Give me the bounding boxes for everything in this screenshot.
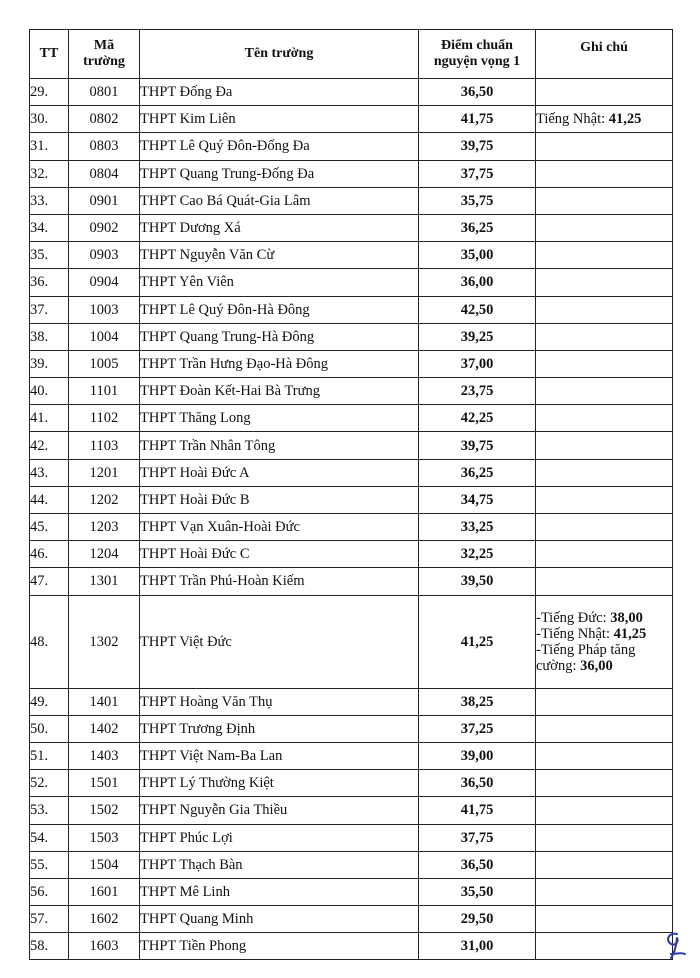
- row-ghi-chu: [536, 79, 673, 106]
- row-ma-truong: 0902: [69, 214, 140, 241]
- row-ghi-chu: [536, 797, 673, 824]
- table-body: [30, 79, 673, 960]
- row-ten-truong: THPT Trần Hưng Đạo-Hà Đông: [140, 350, 419, 377]
- signature-mark-icon: [655, 924, 695, 964]
- row-ghi-chu: [536, 350, 673, 377]
- table-row: [30, 378, 673, 405]
- table-row: [30, 906, 673, 933]
- row-diem-chuan: 37,75: [419, 160, 536, 187]
- row-ma-truong: 0802: [69, 106, 140, 133]
- row-ghi-chu: [536, 378, 673, 405]
- table-row: [30, 323, 673, 350]
- row-diem-chuan: 37,00: [419, 350, 536, 377]
- row-ten-truong: THPT Nguyễn Văn Cừ: [140, 242, 419, 269]
- row-ghi-chu: [536, 770, 673, 797]
- table-row: [30, 242, 673, 269]
- row-ghi-chu: [536, 133, 673, 160]
- row-ghi-chu: [536, 323, 673, 350]
- row-ten-truong: THPT Trần Nhân Tông: [140, 432, 419, 459]
- row-ghi-chu: [536, 187, 673, 214]
- row-ten-truong: THPT Quang Minh: [140, 906, 419, 933]
- note-label: -Tiếng Đức:: [536, 609, 611, 626]
- row-ghi-chu: [536, 486, 673, 513]
- row-ma-truong: 1402: [69, 715, 140, 742]
- row-tt: 37.: [30, 296, 69, 323]
- row-diem-chuan: 36,50: [419, 770, 536, 797]
- row-ma-truong: 0901: [69, 187, 140, 214]
- table-row: [30, 933, 673, 960]
- table-row: [30, 595, 673, 688]
- table-row: [30, 715, 673, 742]
- row-ghi-chu: [536, 269, 673, 296]
- row-ten-truong: THPT Trương Định: [140, 715, 419, 742]
- table-row: [30, 486, 673, 513]
- note-line: [536, 111, 672, 127]
- row-ghi-chu: [536, 595, 673, 688]
- note-value: 41,25: [613, 625, 647, 642]
- row-diem-chuan: 36,50: [419, 851, 536, 878]
- table-row: [30, 79, 673, 106]
- row-ten-truong: THPT Yên Viên: [140, 269, 419, 296]
- note-value: 36,00: [580, 657, 613, 674]
- table-header-row: [30, 30, 673, 79]
- row-ma-truong: 0903: [69, 242, 140, 269]
- admission-scores-table: [29, 29, 673, 960]
- row-ten-truong: THPT Cao Bá Quát-Gia Lâm: [140, 187, 419, 214]
- table-row: [30, 797, 673, 824]
- row-diem-chuan: 39,25: [419, 323, 536, 350]
- row-ten-truong: THPT Lê Quý Đôn-Đống Đa: [140, 133, 419, 160]
- row-ghi-chu: [536, 933, 673, 960]
- header-diem-chuan: [419, 30, 536, 79]
- note-line: [536, 642, 672, 658]
- row-tt: 42.: [30, 432, 69, 459]
- row-ma-truong: 1101: [69, 378, 140, 405]
- row-ma-truong: 1301: [69, 568, 140, 595]
- row-ghi-chu: [536, 459, 673, 486]
- row-ten-truong: THPT Quang Trung-Hà Đông: [140, 323, 419, 350]
- table-row: [30, 541, 673, 568]
- row-ma-truong: 1603: [69, 933, 140, 960]
- row-ghi-chu: [536, 432, 673, 459]
- row-tt: 45.: [30, 514, 69, 541]
- row-ma-truong: 0904: [69, 269, 140, 296]
- row-ma-truong: 0804: [69, 160, 140, 187]
- row-tt: 43.: [30, 459, 69, 486]
- row-ten-truong: THPT Mê Linh: [140, 878, 419, 905]
- table-row: [30, 296, 673, 323]
- table-row: [30, 770, 673, 797]
- row-ten-truong: THPT Việt Nam-Ba Lan: [140, 742, 419, 769]
- header-diem-line2: nguyện vọng 1: [433, 54, 521, 69]
- row-ten-truong: THPT Thăng Long: [140, 405, 419, 432]
- row-tt: 29.: [30, 79, 69, 106]
- header-ma-truong: [69, 30, 140, 79]
- row-ma-truong: 1403: [69, 742, 140, 769]
- table-row: [30, 688, 673, 715]
- row-ghi-chu: [536, 851, 673, 878]
- row-ghi-chu: [536, 568, 673, 595]
- note-value: 38,00: [610, 609, 643, 626]
- row-diem-chuan: 39,50: [419, 568, 536, 595]
- row-diem-chuan: 41,25: [419, 595, 536, 688]
- table-row: [30, 851, 673, 878]
- note-value: 41,25: [608, 111, 642, 128]
- row-tt: 52.: [30, 770, 69, 797]
- row-ghi-chu: [536, 405, 673, 432]
- table-row: [30, 742, 673, 769]
- row-ten-truong: THPT Thạch Bàn: [140, 851, 419, 878]
- row-ghi-chu: [536, 242, 673, 269]
- row-diem-chuan: 36,25: [419, 214, 536, 241]
- table-row: [30, 133, 673, 160]
- row-ma-truong: 1302: [69, 595, 140, 688]
- header-tt: TT: [30, 30, 69, 79]
- header-ghi-chu: Ghi chú: [536, 30, 673, 79]
- row-diem-chuan: 33,25: [419, 514, 536, 541]
- table-row: [30, 187, 673, 214]
- row-ma-truong: 1601: [69, 878, 140, 905]
- row-ghi-chu: [536, 824, 673, 851]
- row-diem-chuan: 41,75: [419, 106, 536, 133]
- table-row: [30, 459, 673, 486]
- row-ghi-chu: [536, 541, 673, 568]
- table-row: [30, 214, 673, 241]
- row-diem-chuan: 39,75: [419, 133, 536, 160]
- row-ma-truong: 0801: [69, 79, 140, 106]
- note-label: Tiếng Nhật:: [536, 111, 609, 128]
- row-ten-truong: THPT Việt Đức: [140, 595, 419, 688]
- row-ten-truong: THPT Hoài Đức A: [140, 459, 419, 486]
- table-row: [30, 106, 673, 133]
- row-diem-chuan: 38,25: [419, 688, 536, 715]
- row-ghi-chu: [536, 160, 673, 187]
- row-tt: 36.: [30, 269, 69, 296]
- table-row: [30, 350, 673, 377]
- row-ten-truong: THPT Tiền Phong: [140, 933, 419, 960]
- row-diem-chuan: 39,00: [419, 742, 536, 769]
- row-ten-truong: THPT Phúc Lợi: [140, 824, 419, 851]
- table-row: [30, 160, 673, 187]
- row-ten-truong: THPT Đống Đa: [140, 79, 419, 106]
- row-ten-truong: THPT Nguyễn Gia Thiều: [140, 797, 419, 824]
- row-diem-chuan: 35,00: [419, 242, 536, 269]
- row-tt: 56.: [30, 878, 69, 905]
- row-diem-chuan: 29,50: [419, 906, 536, 933]
- row-diem-chuan: 36,00: [419, 269, 536, 296]
- row-ten-truong: THPT Dương Xá: [140, 214, 419, 241]
- row-ma-truong: 1204: [69, 541, 140, 568]
- row-ghi-chu: [536, 296, 673, 323]
- header-ma-line1: Mã: [93, 38, 115, 53]
- row-tt: 40.: [30, 378, 69, 405]
- row-tt: 34.: [30, 214, 69, 241]
- row-diem-chuan: 37,75: [419, 824, 536, 851]
- row-ghi-chu: [536, 514, 673, 541]
- row-ma-truong: 1502: [69, 797, 140, 824]
- table-row: [30, 878, 673, 905]
- row-ten-truong: THPT Lý Thường Kiệt: [140, 770, 419, 797]
- row-ten-truong: THPT Lê Quý Đôn-Hà Đông: [140, 296, 419, 323]
- row-ma-truong: 1501: [69, 770, 140, 797]
- row-tt: 57.: [30, 906, 69, 933]
- row-ma-truong: 1201: [69, 459, 140, 486]
- row-tt: 39.: [30, 350, 69, 377]
- row-diem-chuan: 35,75: [419, 187, 536, 214]
- row-tt: 41.: [30, 405, 69, 432]
- row-ten-truong: THPT Hoài Đức B: [140, 486, 419, 513]
- table-row: [30, 405, 673, 432]
- row-ma-truong: 1004: [69, 323, 140, 350]
- row-tt: 32.: [30, 160, 69, 187]
- row-diem-chuan: 36,50: [419, 79, 536, 106]
- row-diem-chuan: 42,50: [419, 296, 536, 323]
- row-ghi-chu: [536, 906, 673, 933]
- table-row: [30, 514, 673, 541]
- note-line: [536, 610, 672, 626]
- row-ghi-chu: [536, 742, 673, 769]
- row-diem-chuan: 31,00: [419, 933, 536, 960]
- note-label: -Tiếng Pháp tăng: [536, 641, 636, 658]
- row-ma-truong: 1005: [69, 350, 140, 377]
- table-row: [30, 568, 673, 595]
- row-tt: 50.: [30, 715, 69, 742]
- row-ten-truong: THPT Hoài Đức C: [140, 541, 419, 568]
- note-label: cường:: [536, 657, 581, 674]
- table-row: [30, 824, 673, 851]
- table-row: [30, 269, 673, 296]
- row-ten-truong: THPT Kim Liên: [140, 106, 419, 133]
- row-ma-truong: 1504: [69, 851, 140, 878]
- row-tt: 30.: [30, 106, 69, 133]
- row-tt: 49.: [30, 688, 69, 715]
- row-diem-chuan: 34,75: [419, 486, 536, 513]
- row-ma-truong: 0803: [69, 133, 140, 160]
- note-line: [536, 626, 672, 642]
- header-ten-truong: Tên trường: [140, 30, 419, 79]
- row-ma-truong: 1103: [69, 432, 140, 459]
- row-tt: 33.: [30, 187, 69, 214]
- row-tt: 54.: [30, 824, 69, 851]
- row-diem-chuan: 41,75: [419, 797, 536, 824]
- header-ma-line2: trường: [83, 54, 125, 69]
- row-diem-chuan: 35,50: [419, 878, 536, 905]
- row-ma-truong: 1602: [69, 906, 140, 933]
- row-tt: 44.: [30, 486, 69, 513]
- row-tt: 38.: [30, 323, 69, 350]
- row-diem-chuan: 39,75: [419, 432, 536, 459]
- row-diem-chuan: 32,25: [419, 541, 536, 568]
- row-diem-chuan: 23,75: [419, 378, 536, 405]
- row-tt: 48.: [30, 595, 69, 688]
- row-ghi-chu: [536, 878, 673, 905]
- row-ghi-chu: [536, 106, 673, 133]
- note-label: -Tiếng Nhật:: [536, 625, 614, 642]
- row-ten-truong: THPT Trần Phú-Hoàn Kiếm: [140, 568, 419, 595]
- row-tt: 35.: [30, 242, 69, 269]
- row-ghi-chu: [536, 715, 673, 742]
- row-tt: 58.: [30, 933, 69, 960]
- row-ma-truong: 1202: [69, 486, 140, 513]
- row-ma-truong: 1401: [69, 688, 140, 715]
- row-diem-chuan: 37,25: [419, 715, 536, 742]
- row-diem-chuan: 42,25: [419, 405, 536, 432]
- row-ma-truong: 1102: [69, 405, 140, 432]
- row-ten-truong: THPT Đoàn Kết-Hai Bà Trưng: [140, 378, 419, 405]
- row-tt: 51.: [30, 742, 69, 769]
- row-tt: 55.: [30, 851, 69, 878]
- row-tt: 53.: [30, 797, 69, 824]
- row-tt: 46.: [30, 541, 69, 568]
- row-ten-truong: THPT Quang Trung-Đống Đa: [140, 160, 419, 187]
- row-ten-truong: THPT Hoàng Văn Thụ: [140, 688, 419, 715]
- row-ma-truong: 1003: [69, 296, 140, 323]
- row-ten-truong: THPT Vạn Xuân-Hoài Đức: [140, 514, 419, 541]
- note-line: [536, 658, 672, 674]
- header-diem-line1: Điểm chuẩn: [441, 38, 513, 53]
- row-ma-truong: 1203: [69, 514, 140, 541]
- row-ghi-chu: [536, 688, 673, 715]
- row-diem-chuan: 36,25: [419, 459, 536, 486]
- row-ma-truong: 1503: [69, 824, 140, 851]
- row-tt: 47.: [30, 568, 69, 595]
- row-tt: 31.: [30, 133, 69, 160]
- row-ghi-chu: [536, 214, 673, 241]
- table-row: [30, 432, 673, 459]
